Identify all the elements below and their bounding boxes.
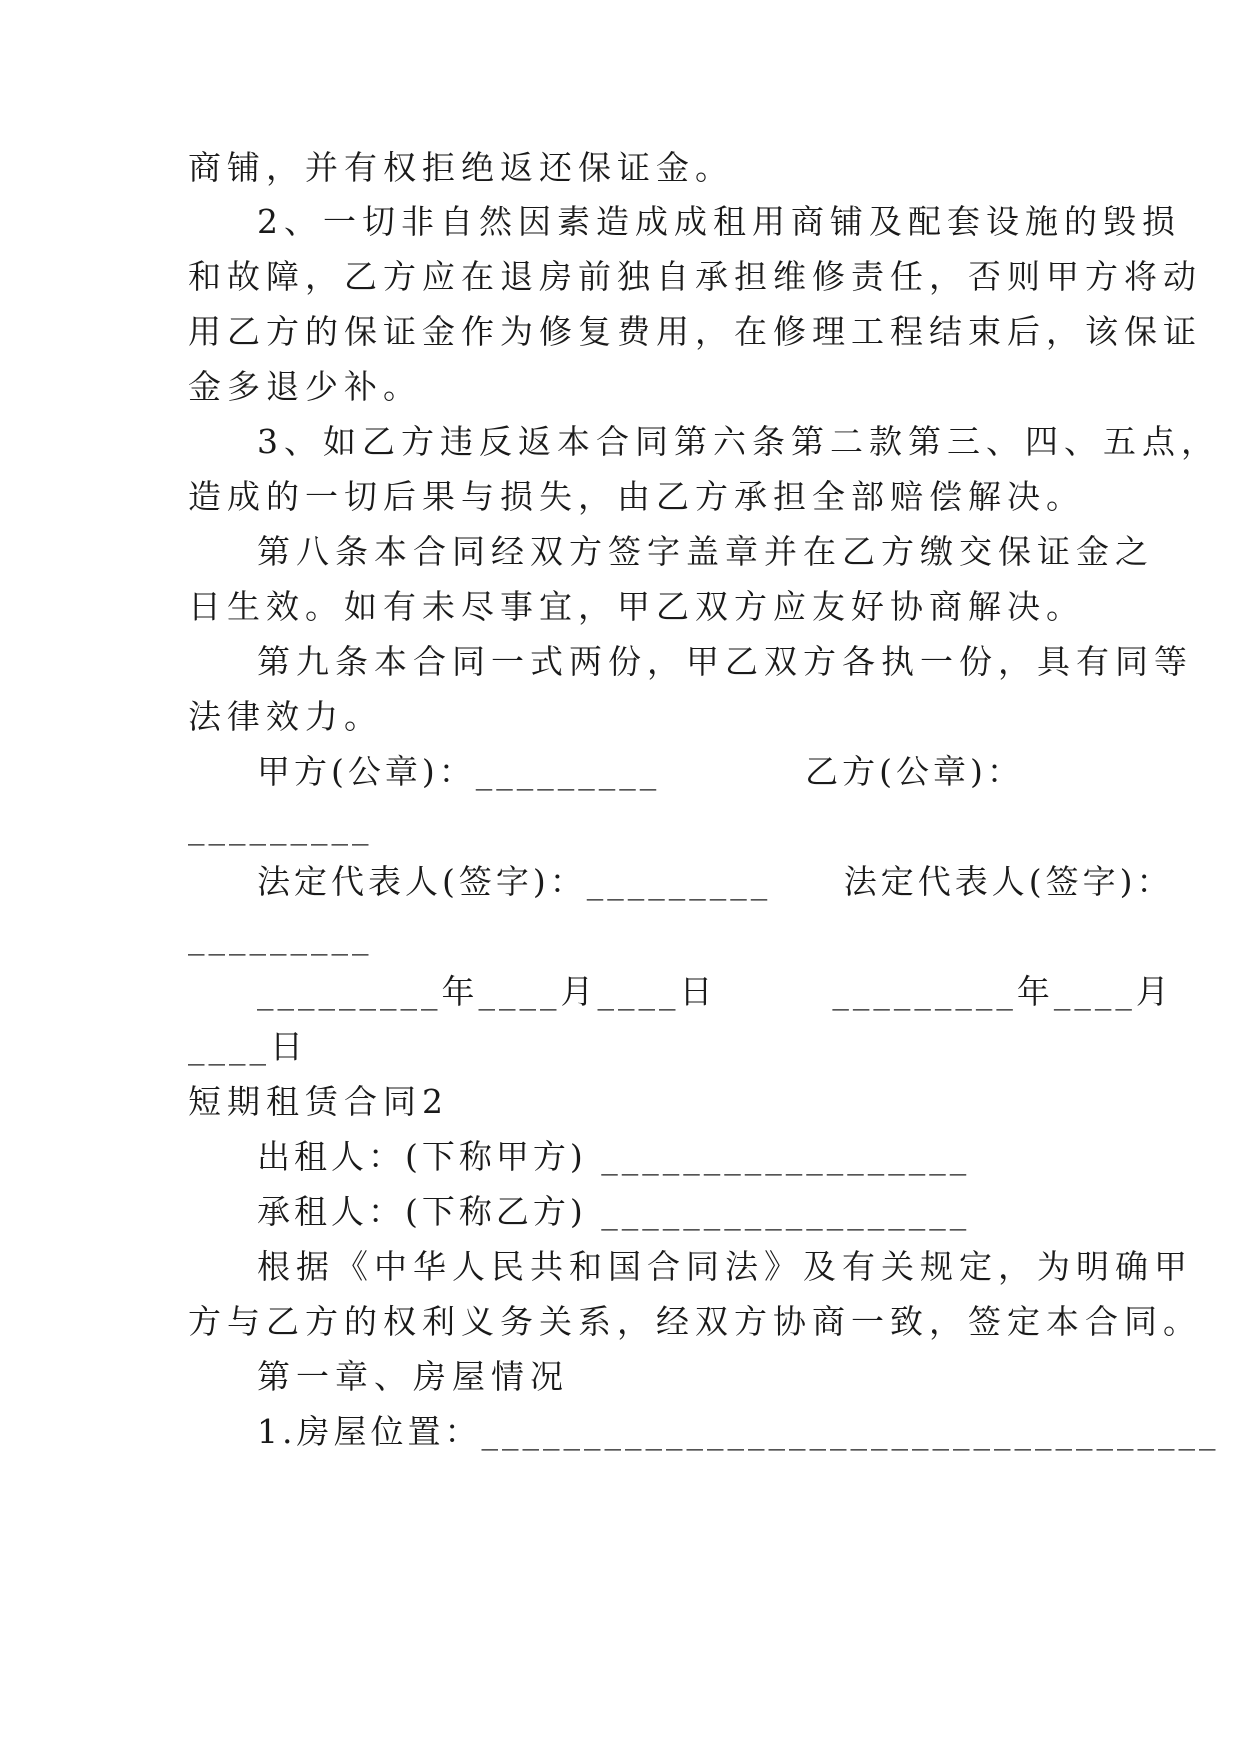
paragraph-line: 造成的一切后果与损失，由乙方承担全部赔偿解决。 (188, 477, 1085, 516)
signature-blank: _________ (188, 917, 373, 956)
paragraph-line: 第八条本合同经双方签字盖章并在乙方缴交保证金之 (257, 532, 1154, 571)
paragraph-line: 方与乙方的权利义务关系，经双方协商一致，签定本合同。 (188, 1302, 1202, 1341)
paragraph-line: 2、一切非自然因素造成成租用商铺及配套设施的毁损 (257, 202, 1181, 241)
signature-line: 法定代表人(签字)：_________ 法定代表人(签字)： (257, 862, 1174, 901)
party-line: 出租人：(下称甲方) __________________ (257, 1137, 971, 1176)
paragraph-line: 3、如乙方违反返本合同第六条第二款第三、四、五点， (257, 422, 1220, 461)
date-line: ____日 (188, 1027, 307, 1066)
paragraph-line: 日生效。如有未尽事宜，甲乙双方应友好协商解决。 (188, 587, 1085, 626)
section-title: 短期租赁合同2 (188, 1082, 449, 1121)
paragraph-line: 和故障，乙方应在退房前独自承担维修责任，否则甲方将动 (188, 257, 1202, 296)
field-line: 1.房屋位置：____________________________________ (257, 1412, 1220, 1451)
signature-line: 甲方(公章)：_________ 乙方(公章)： (257, 752, 1024, 791)
signature-blank: _________ (188, 807, 373, 846)
party-line: 承租人：(下称乙方) __________________ (257, 1192, 971, 1231)
chapter-heading: 第一章、房屋情况 (257, 1357, 569, 1396)
paragraph-line: 根据《中华人民共和国合同法》及有关规定，为明确甲 (257, 1247, 1193, 1286)
paragraph-line: 法律效力。 (188, 697, 383, 736)
paragraph-line: 第九条本合同一式两份，甲乙双方各执一份，具有同等 (257, 642, 1193, 681)
date-line: _________年____月____日 _________年____月 (257, 972, 1173, 1011)
paragraph-line: 金多退少补。 (188, 367, 422, 406)
paragraph-line: 商铺，并有权拒绝返还保证金。 (188, 148, 734, 187)
paragraph-line: 用乙方的保证金作为修复费用，在修理工程结束后，该保证 (188, 312, 1202, 351)
